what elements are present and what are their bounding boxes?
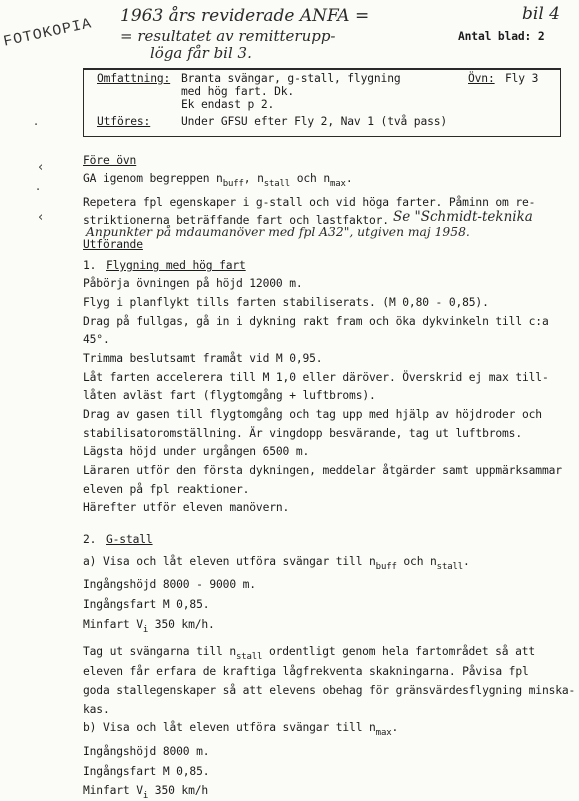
s2a-line: Ingångshöjd 8000 - 9000 m. — [83, 578, 256, 591]
s1-line: stabilisatoromställning. Är vingdopp besvärande, tag ut luftbroms. — [83, 427, 522, 440]
fore-ovn-line1: GA igenom begreppen $n_{buff}$, $n_{stall}$ och $n_{max}$. — [83, 172, 353, 189]
s2a-heading: a) Visa och låt eleven utföra svängar till $n_{buff}$ och $n_{stall}$. — [83, 555, 470, 572]
s2b-minfart: Minfart $V_i$ 350 km/h — [83, 784, 209, 801]
s1-line: 45°. — [83, 333, 110, 346]
utfores-value: Under GFSU efter Fly 2, Nav 1 (två pass) — [181, 115, 448, 128]
fore-ovn-line2: Repetera fpl egenskaper i g-stall och vid höga farter. Påminn om re- — [83, 196, 536, 209]
s1-line: Drag på fullgas, gå in i dykning rakt fram och öka dykvinkeln till c:a — [83, 315, 549, 328]
s1-line: Lägsta höjd under urgången 6500 m. — [83, 445, 310, 458]
s2b-line: Ingångshöjd 8000 m. — [83, 745, 210, 758]
s1-line: eleven på fpl reaktioner. — [83, 483, 250, 496]
handwritten-note-line2: = resultatet av remitterupp- — [120, 27, 336, 45]
s1-line: Läraren utför den första dykningen, meddelar åtgärder samt uppmärksammar — [83, 464, 562, 477]
s1-line: låten avläst fart (flygtomgång + luftbroms). — [83, 389, 376, 402]
margin-tick: ‹ — [38, 210, 44, 225]
s2a-minfart: Minfart $V_i$ 350 km/h. — [83, 618, 215, 635]
s1-line: Trimma beslutsamt framåt vid M 0,95. — [83, 352, 323, 365]
s2-paragraph-line4: kas. — [83, 703, 110, 716]
omfattning-line1: Branta svängar, g-stall, flygning — [181, 72, 401, 85]
s2-paragraph-line3: goda stallegenskaper så att elevens obehag för gränsvärdesflygning minska- — [83, 684, 576, 697]
handwritten-bil-label: bil 4 — [522, 4, 560, 24]
s2-paragraph-line2: eleven får erfara de kraftiga lågfrekventa skakningarna. Påvisa fpl — [83, 665, 529, 678]
utfores-label: Utföres: — [97, 115, 151, 128]
s2b-line: Ingångsfart M 0,85. — [83, 765, 210, 778]
section2-number: 2. — [83, 533, 97, 546]
margin-tick: ‹ — [38, 160, 44, 175]
s1-line: Härefter utför eleven manövern. — [83, 501, 290, 514]
s2b-heading: b) Visa och låt eleven utföra svängar till $n_{max}$. — [83, 721, 399, 738]
section2-title: G-stall — [106, 533, 153, 546]
ovn-value: Fly 3 — [505, 72, 539, 85]
s1-line: Påbörja övningen på höjd 12000 m. — [83, 277, 303, 290]
fore-ovn-line3: striktionerna beträffande fart och lastfaktor. — [83, 214, 389, 227]
section1-number: 1. — [83, 259, 97, 272]
omfattning-line3: Ek endast p 2. — [181, 98, 275, 111]
section1-title: Flygning med hög fart — [106, 259, 246, 272]
ovn-label: Övn: — [468, 72, 495, 85]
utforande-heading: Utförande — [83, 238, 143, 251]
s2-paragraph-line1: Tag ut svängarna till $n_{stall}$ ordentligt genom hela fartområdet så att — [83, 645, 536, 662]
fore-ovn-heading: Före övn — [83, 154, 137, 167]
handwritten-se-note1: Se "Schmidt-teknika — [393, 209, 533, 225]
omfattning-line2: med hög fart. Dk. — [181, 85, 295, 98]
omfattning-label: Omfattning: — [97, 72, 171, 85]
handwritten-note-line3: löga får bil 3. — [150, 44, 252, 62]
s2a-line: Ingångsfart M 0,85. — [83, 598, 210, 611]
margin-tick: · — [34, 118, 39, 133]
margin-tick: · — [36, 183, 41, 198]
handwritten-note-line1: 1963 års reviderade ANFA = — [120, 6, 370, 26]
antal-blad: Antal blad: 2 — [458, 30, 545, 43]
s1-line: Flyg i planflykt tills farten stabiliserats. (M 0,80 - 0,85). — [83, 296, 489, 309]
s1-line: Låt farten accelerera till M 1,0 eller däröver. Överskrid ej max till- — [83, 371, 549, 384]
s1-line: Drag av gasen till flygtomgång och tag upp med hjälp av höjdroder och — [83, 408, 542, 421]
handwritten-se-note2: Anpunkter på mdaumanöver med fpl A32", utgiven maj 1958. — [86, 225, 470, 239]
fotokopia-stamp: FOTOKOPIA — [2, 15, 94, 51]
